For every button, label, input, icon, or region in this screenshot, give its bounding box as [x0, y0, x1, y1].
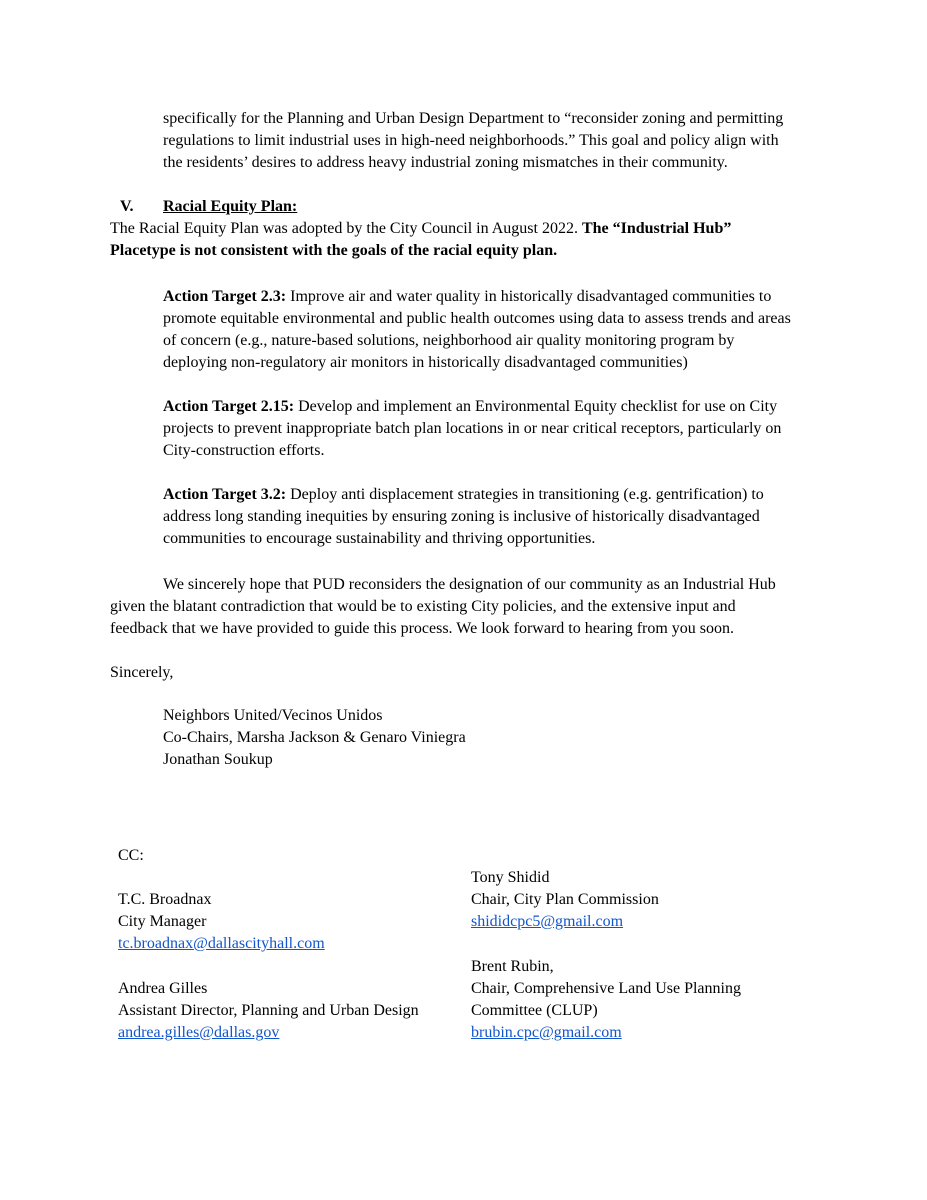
target-label: Action Target 2.15: — [163, 398, 295, 415]
cc-left-1-name: T.C. Broadnax — [118, 891, 212, 908]
section-line-2-bold: Placetype is not consistent with the goals of the racial equity plan. — [110, 242, 558, 259]
cc-right-1-name: Tony Shidid — [471, 869, 550, 886]
cc-right-1-title: Chair, City Plan Commission — [471, 891, 659, 908]
target-2-3-line-4: deploying non-regulatory air monitors in historically disadvantaged communities) — [163, 354, 688, 371]
section-number: V. — [120, 198, 134, 215]
target-3-2-line-1 — [163, 484, 764, 506]
cc-left-1-title: City Manager — [118, 913, 207, 930]
target-label: Action Target 2.3: — [163, 288, 287, 305]
valediction: Sincerely, — [110, 664, 174, 681]
target-3-2-line-2: address long standing inequities by ensuring zoning is inclusive of historically disadvantaged — [163, 508, 760, 525]
target-2-3-line-2: promote equitable environmental and public health outcomes using data to assess trends and areas — [163, 310, 791, 327]
target-text: Improve air and water quality in historically disadvantaged communities to — [290, 288, 772, 305]
target-2-15-line-2: projects to prevent inappropriate batch plan locations in or near critical receptors, particularly on — [163, 420, 782, 437]
cc-right-2-email — [471, 1022, 622, 1044]
section-line-1-bold: The “Industrial Hub” — [581, 220, 732, 237]
target-2-3-line-1 — [163, 286, 771, 308]
section-line-1 — [110, 218, 731, 240]
signature-line-1: Neighbors United/Vecinos Unidos — [163, 707, 383, 724]
intro-line-1: specifically for the Planning and Urban Design Department to “reconsider zoning and permitting — [163, 110, 784, 127]
intro-line-2: regulations to limit industrial uses in high-need neighborhoods.” This goal and policy align with — [163, 132, 779, 149]
cc-right-2-title-cont: Committee (CLUP) — [471, 1002, 598, 1019]
target-text: Develop and implement an Environmental Equity checklist for use on City — [298, 398, 778, 415]
cc-left-1-email — [118, 933, 325, 955]
email-link[interactable]: shididcpc5@gmail.com — [471, 913, 624, 930]
signature-line-2: Co-Chairs, Marsha Jackson & Genaro Viniegra — [163, 729, 466, 746]
cc-right-1-email — [471, 911, 623, 933]
signature-line-3: Jonathan Soukup — [163, 751, 273, 768]
section-heading: Racial Equity Plan: — [163, 198, 298, 215]
target-label: Action Target 3.2: — [163, 486, 287, 503]
closing-line-1: We sincerely hope that PUD reconsiders the designation of our community as an Industrial Hub — [163, 576, 776, 593]
cc-left-2-email — [118, 1022, 279, 1044]
cc-right-2-title: Chair, Comprehensive Land Use Planning — [471, 980, 741, 997]
target-2-15-line-1 — [163, 396, 777, 418]
section-line-1-text: The Racial Equity Plan was adopted by the City Council in August 2022. — [110, 220, 578, 237]
cc-left-2-name: Andrea Gilles — [118, 980, 208, 997]
intro-line-3: the residents’ desires to address heavy industrial zoning mismatches in their community. — [163, 154, 728, 171]
closing-line-2: given the blatant contradiction that would be to existing City policies, and the extensive input and — [110, 598, 736, 615]
closing-line-3: feedback that we have provided to guide this process. We look forward to hearing from you soon. — [110, 620, 735, 637]
target-2-15-line-3: City-construction efforts. — [163, 442, 325, 459]
cc-left-2-title: Assistant Director, Planning and Urban Design — [118, 1002, 419, 1019]
email-link[interactable]: tc.broadnax@dallascityhall.com — [118, 935, 325, 952]
cc-right-2-name: Brent Rubin, — [471, 958, 554, 975]
target-2-3-line-3: of concern (e.g., nature-based solutions, neighborhood air quality monitoring program by — [163, 332, 735, 349]
target-3-2-line-3: communities to encourage sustainability and thriving opportunities. — [163, 530, 596, 547]
email-link[interactable]: brubin.cpc@gmail.com — [471, 1024, 622, 1041]
email-link[interactable]: andrea.gilles@dallas.gov — [118, 1024, 280, 1041]
cc-label: CC: — [118, 847, 144, 864]
target-text: Deploy anti displacement strategies in transitioning (e.g. gentrification) to — [290, 486, 764, 503]
